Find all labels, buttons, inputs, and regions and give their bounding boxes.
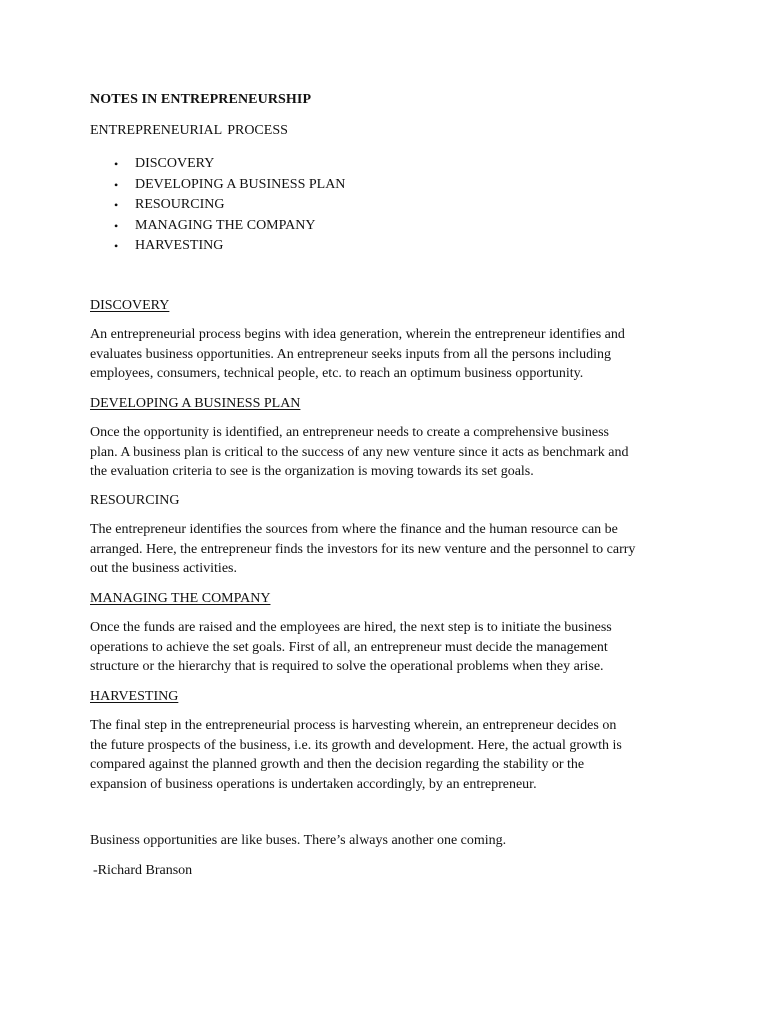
bullet-icon: • <box>114 177 119 192</box>
paragraph-line: structure or the hierarchy that is required to solve the operational problems when they arise. <box>90 659 604 675</box>
section-paragraph <box>90 520 690 579</box>
list-item-label: DISCOVERY <box>135 156 215 171</box>
paragraph-line: expansion of business operations is undertaken accordingly, by an entrepreneur. <box>90 776 537 792</box>
list-item <box>90 216 345 237</box>
paragraph-line: evaluates business opportunities. An entrepreneur seeks inputs from all the persons including <box>90 346 612 362</box>
paragraph-line: Once the funds are raised and the employees are hired, the next step is to initiate the business <box>90 620 612 635</box>
paragraph-line: the future prospects of the business, i.e. its growth and development. Here, the actual growth is <box>90 737 622 753</box>
document-subtitle: ENTREPRENEURIAL PROCESS <box>90 123 288 138</box>
paragraph-line: arranged. Here, the entrepreneur finds the investors for its new venture and the personnel to carry <box>90 541 636 557</box>
section-harvesting <box>90 688 690 794</box>
list-item <box>90 154 345 175</box>
paragraph-line: Once the opportunity is identified, an entrepreneur needs to create a comprehensive business <box>90 425 609 440</box>
quote-text: Business opportunities are like buses. There’s always another one coming. <box>90 833 507 848</box>
list-item <box>90 236 345 257</box>
paragraph-line: the evaluation criteria to see is the organization is moving towards its set goals. <box>90 464 534 480</box>
quote-author: -Richard Branson <box>93 863 193 878</box>
list-item-label: MANAGING THE COMPANY <box>135 217 316 233</box>
section-managing-company <box>90 590 690 677</box>
section-heading: HARVESTING <box>90 689 179 704</box>
section-heading: DISCOVERY <box>90 298 170 313</box>
section-heading: RESOURCING <box>90 493 180 508</box>
list-item <box>90 195 345 216</box>
section-discovery <box>90 297 690 384</box>
paragraph-line: The entrepreneur identifies the sources from where the finance and the human resource can be <box>90 522 618 537</box>
section-resourcing <box>90 492 690 579</box>
list-item <box>90 175 345 196</box>
section-paragraph <box>90 716 690 794</box>
bullet-icon: • <box>114 157 119 171</box>
section-paragraph <box>90 618 690 677</box>
section-heading: DEVELOPING A BUSINESS PLAN <box>90 396 301 411</box>
bullet-icon: • <box>114 198 119 212</box>
paragraph-line: An entrepreneurial process begins with idea generation, wherein the entrepreneur identifies and <box>90 327 625 342</box>
section-paragraph <box>90 325 690 384</box>
paragraph-line: compared against the planned growth and then the decision regarding the stability or the <box>90 757 585 773</box>
list-item-label: RESOURCING <box>135 197 225 212</box>
paragraph-line: out the business activities. <box>90 561 237 577</box>
section-business-plan <box>90 395 690 482</box>
list-item-label: HARVESTING <box>135 238 224 253</box>
paragraph-line: plan. A business plan is critical to the success of any new venture since it acts as benchmark and <box>90 444 629 460</box>
document-title: NOTES IN ENTREPRENEURSHIP <box>90 92 312 107</box>
section-heading: MANAGING THE COMPANY <box>90 591 271 606</box>
process-steps-list <box>90 154 345 257</box>
bullet-icon: • <box>114 239 119 253</box>
list-item-label: DEVELOPING A BUSINESS PLAN <box>135 176 346 192</box>
paragraph-line: operations to achieve the set goals. First of all, an entrepreneur must decide the management <box>90 639 608 655</box>
section-paragraph <box>90 423 690 482</box>
paragraph-line: The final step in the entrepreneurial process is harvesting wherein, an entrepreneur decides on <box>90 718 617 733</box>
bullet-icon: • <box>114 218 119 233</box>
paragraph-line: employees, consumers, technical people, etc. to reach an optimum business opportunity. <box>90 366 584 382</box>
